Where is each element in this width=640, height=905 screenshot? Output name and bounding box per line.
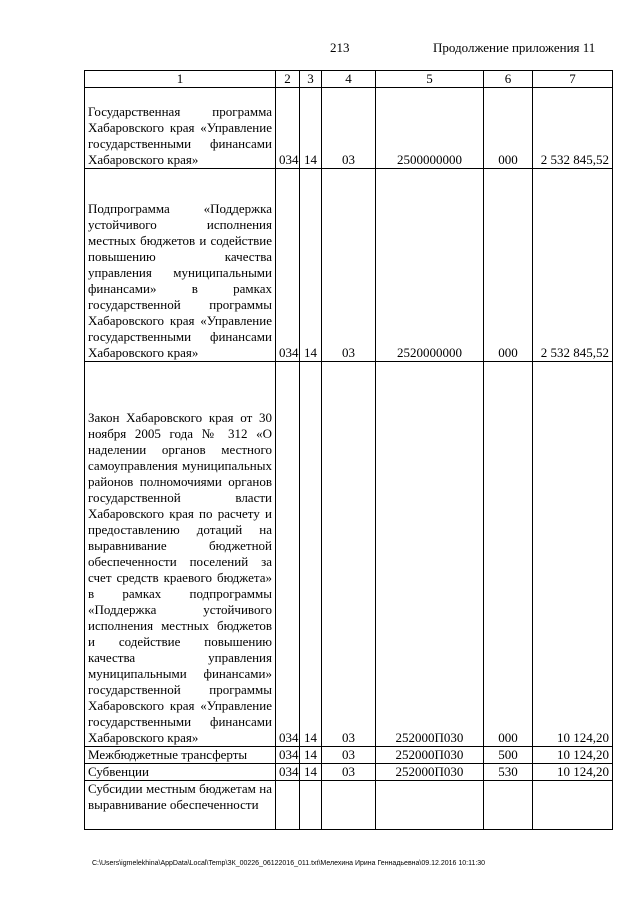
table-row [85,169,613,362]
table-row [85,764,613,781]
row-name-cell [85,362,276,747]
row-amount: 10 124,20 [533,747,613,764]
file-path-footer: C:\Users\igmelekhina\AppData\Local\Temp\ЗК_00226_06122016_011.txt\Мелехина Ирина Геннадьевна\09.12.2016 10:11:30 [92,860,486,867]
table-row [85,781,613,830]
row-amount: 10 124,20 [533,362,613,747]
row-cell: 530 [484,764,533,781]
row-cell [322,781,376,830]
row-cell [276,781,300,830]
row-cell: 03 [322,88,376,169]
table-row [85,362,613,747]
row-cell: 03 [322,169,376,362]
row-name: Межбюджетные трансферты [88,747,248,762]
row-cell: 252000П030 [376,747,484,764]
row-cell: 14 [300,362,322,747]
row-cell: 000 [484,88,533,169]
row-name: Субсидии местным бюджетам на выравнивание обеспеченности [88,781,272,812]
row-cell: 14 [300,764,322,781]
column-header: 4 [322,71,376,88]
continuation-caption: Продолжение приложения 11 [433,40,596,55]
budget-table [84,70,613,830]
row-cell: 2500000000 [376,88,484,169]
row-cell: 034 [276,747,300,764]
row-cell: 03 [322,747,376,764]
row-name-cell [85,169,276,362]
row-name-cell [85,781,276,830]
column-header: 3 [300,71,322,88]
row-cell: 000 [484,169,533,362]
row-name-cell [85,764,276,781]
row-cell: 034 [276,169,300,362]
column-header: 2 [276,71,300,88]
row-name-cell [85,747,276,764]
row-amount: 2 532 845,52 [533,169,613,362]
row-name: Субвенции [88,764,149,779]
row-name-cell [85,88,276,169]
row-cell [376,781,484,830]
row-cell: 000 [484,362,533,747]
row-cell: 14 [300,747,322,764]
table-header-row [85,71,613,88]
row-amount: 2 532 845,52 [533,88,613,169]
row-cell [484,781,533,830]
row-cell: 2520000000 [376,169,484,362]
row-cell [300,781,322,830]
row-amount [533,781,613,830]
row-cell: 14 [300,169,322,362]
row-amount: 10 124,20 [533,764,613,781]
column-header: 1 [85,71,276,88]
row-cell: 03 [322,362,376,747]
table-row [85,88,613,169]
row-name: Подпрограмма «Поддержка устойчивого исполнения местных бюджетов и содействие повышению качества управления муниципальными финансами» в рамках государственной программы Хабаровского края «Управление государственными финансами Хабаровского края» [88,201,272,360]
row-cell: 034 [276,362,300,747]
row-cell: 034 [276,88,300,169]
row-name: Государственная программа Хабаровского края «Управление государственными финансами Хабаровского края» [88,104,272,167]
column-header: 6 [484,71,533,88]
column-header: 5 [376,71,484,88]
row-cell: 03 [322,764,376,781]
row-cell: 252000П030 [376,764,484,781]
row-cell: 14 [300,88,322,169]
row-cell: 500 [484,747,533,764]
row-cell: 034 [276,764,300,781]
row-cell: 252000П030 [376,362,484,747]
table-row [85,747,613,764]
column-header: 7 [533,71,613,88]
row-name: Закон Хабаровского края от 30 ноября 2005 года № 312 «О наделении органов местного самоуправления муниципальных районов полномочиями органов государственной власти Хабаровского края по расчету и предоставлению дотаций на выравнивание бюджетной обеспеченности поселений за счет средств краевого бюджета» в рамках подпрограммы «Поддержка устойчивого исполнения местных бюджетов и содействие повышению качества управления муниципальными финансами» государственной программы Хабаровского края «Управление государственными финансами Хабаровского края» [88,410,272,745]
page-number: 213 [330,40,350,55]
